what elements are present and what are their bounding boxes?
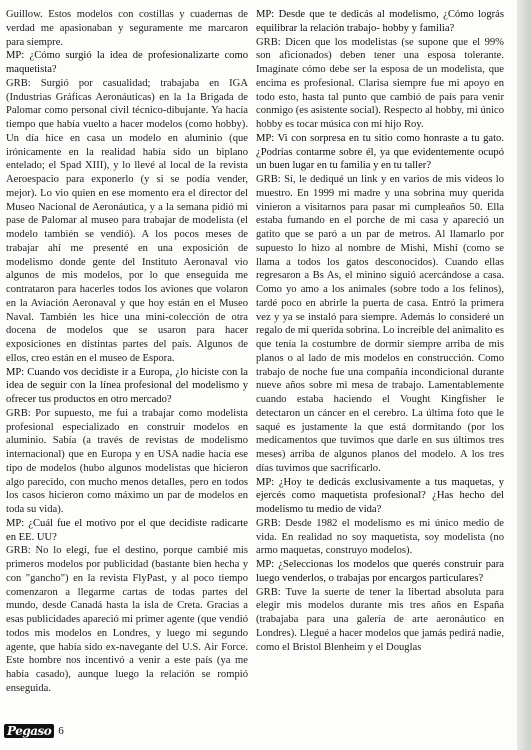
- interview-question: MP: Vi con sorpresa en tu sitio como honraste a tu gato. ¿Podrías contarme sobre él, ya que evidentemente ocupó un buen lugar en tu familia y en tu taller?: [256, 132, 504, 172]
- interview-answer: GRB: Por supuesto, me fui a trabajar como modelista profesional especializado en construir modelos en aluminio. Sabía (a través de revistas de modelismo internacional) que en Europa y en USA nadie hacía ese tipo de modelos (hubo algunos modelistas que hicieron algo parecido, con mucho menos detalles, pero en todos los casos hicieron como máximo un par de modelos en toda su vida).: [6, 407, 248, 515]
- magazine-logo: Pegaso: [4, 724, 54, 738]
- interview-answer: GRB: Surgió por casualidad; trabajaba en IGA (Industrias Gráficas Aeronáuticas) en la 1a Brigada de Palomar como personal civil técnico-dibujante. Ya hacía tiempo que había vuelto a hacer modelos (como hobby). Un día hice en casa un modelo en aluminio (que irónicamente en la realidad había sido un biplano entelado; el Spad XIII), y lo llevé al local de la revista Aeroespacio para exponerlo (y si se podía vender, mejor). Lo vio quien en ese momento era el director del Museo Nacional de Aeronáutica, y a la semana pidió mi pase de Palomar al museo para trabajar de modelista (el modelo también se vendió). A los pocos meses de trabajar ahí me presenté en una exposición de modelismo donde gente del Instituto Aeronaval vio algunos de mis modelos, por lo que enseguida me contrataron para hacerles todos los aviones que volaron en la Aviación Aeronaval y que hoy están en el Museo Naval. También les hice una mini-colección de otra docena de modelos que se usaron para hacer exposiciones en distintas partes del país. Algunos de ellos, creo están en el museo de Espora.: [6, 77, 248, 364]
- interview-question: MP: ¿Cómo surgió la idea de profesionalizarte como maquetista?: [6, 50, 248, 75]
- interview-question: MP: ¿Cuál fue el motivo por el que decidiste radicarte en EE. UU?: [6, 517, 248, 543]
- paragraph: Guillow. Estos modelos con costillas y cuadernas de verdad me apasionaban y seguramente me marcaron para siempre.: [6, 9, 248, 48]
- interview-answer: GRB: Desde 1982 el modelismo es mi único medio de vida. En realidad no soy maquetista, soy modelista (no armo maquetas, construyo modelos).: [256, 517, 504, 557]
- interview-answer: GRB: Tuve la suerte de tener la libertad absoluta para elegir mis modelos durante mis tres años en España (trabajaba para una galería de arte aeronáutico en Londres). Llegué a hacer modelos que jamás pedirá nadie, como el Bristol Blenheim y el Douglas: [256, 586, 504, 653]
- page-footer: [4, 724, 64, 738]
- page-number: 6: [58, 725, 64, 737]
- right-column: [256, 8, 504, 654]
- interview-answer: GRB: Sí, le dediqué un link y en varios de mis videos lo muestro. En 1999 mi madre y una sobrina muy querida vinieron a visitarnos para pasar mi cumpleaños 50. Ella estaba fumando en el porche de mi casa y apareció un gatito que se paró a un par de metros. Al llamarlo por supuesto lo hizo al nombre de Mishi, Mishi (como se llama a todos los gatos desconocidos). Cuando ellas regresaron a Bs As, el minino siguió acercándose a casa. Como yo amo a los animales (sobre todo a los felinos), tardé poco en abrirle la puerta de casa. Entró la primera vez y ya se instaló para siempre. Además lo consideré un regalo de mi querida sobrina. Lo increíble del animalito es que tenía la costumbre de dormir siempre arriba de mis planos o al lado de mis modelos en construcción. Como trabajo de noche fue una compañía incondicional durante nueve años sobre mi mesa de trabajo. Lamentablemente cuando estaba haciendo el Vought Kingfisher le detectaron un cáncer en el cerebro. La última foto que le saqué es justamente la que está dormitando (por los medicamentos que tuvimos que darle en sus últimos tres meses) arriba de algunos planos del modelo. A los tres días tuvimos que sacrificarlo.: [256, 174, 504, 474]
- interview-answer: GRB: Dicen que los modelistas (se supone que el 99% son aficionados) deben tener una esposa tolerante. Imagínate cómo debe ser la esposa de un modelista, que encima es profesional. Clarisa siempre fue mi apoyo en todo esto, hasta tal punto que cambió de país para venir conmigo (es asistente social). Respecto al hobby, mi único hobby es tocar música con mi hijo Roy.: [256, 36, 504, 130]
- interview-answer: GRB: No lo elegí, fue el destino, porque cambié mis primeros modelos por publicidad (bastante bien hecha y con "gancho") en la revista FlyPast, y al poco tiempo comenzaron a llegarme cartas de todas partes del mundo, desde Canadá hasta la isla de Creta. Gracias a esas publicidades apareció mi primer agente (que vendió todos mis modelos en Londres, y luego mi segundo agente, que había sido ex-navegante del U.S. Air Force. Este hombre nos incentivó a venir a este país (ya me había casado), aunque luego la relación se rompió enseguida.: [6, 545, 248, 694]
- interview-question: MP: Desde que te dedicás al modelismo, ¿Cómo lográs equilibrar la relación trabajo- hobby y familia?: [256, 9, 504, 34]
- interview-question: MP: ¿Seleccionas los modelos que querés construir para luego venderlos, o trabajas por encargos particulares?: [256, 559, 504, 584]
- interview-question: MP: ¿Hoy te dedicás exclusivamente a tus maquetas, y ejercés como maquetista profesional? ¿Has hecho del modelismo tu medio de vida?: [256, 476, 504, 515]
- page-binding-edge: [517, 0, 531, 750]
- left-column: [6, 8, 248, 696]
- interview-question: MP: Cuando vos decidiste ir a Europa, ¿lo hiciste con la idea de seguir con la línea profesional del modelismo y ofrecer tus productos en otro mercado?: [6, 366, 248, 405]
